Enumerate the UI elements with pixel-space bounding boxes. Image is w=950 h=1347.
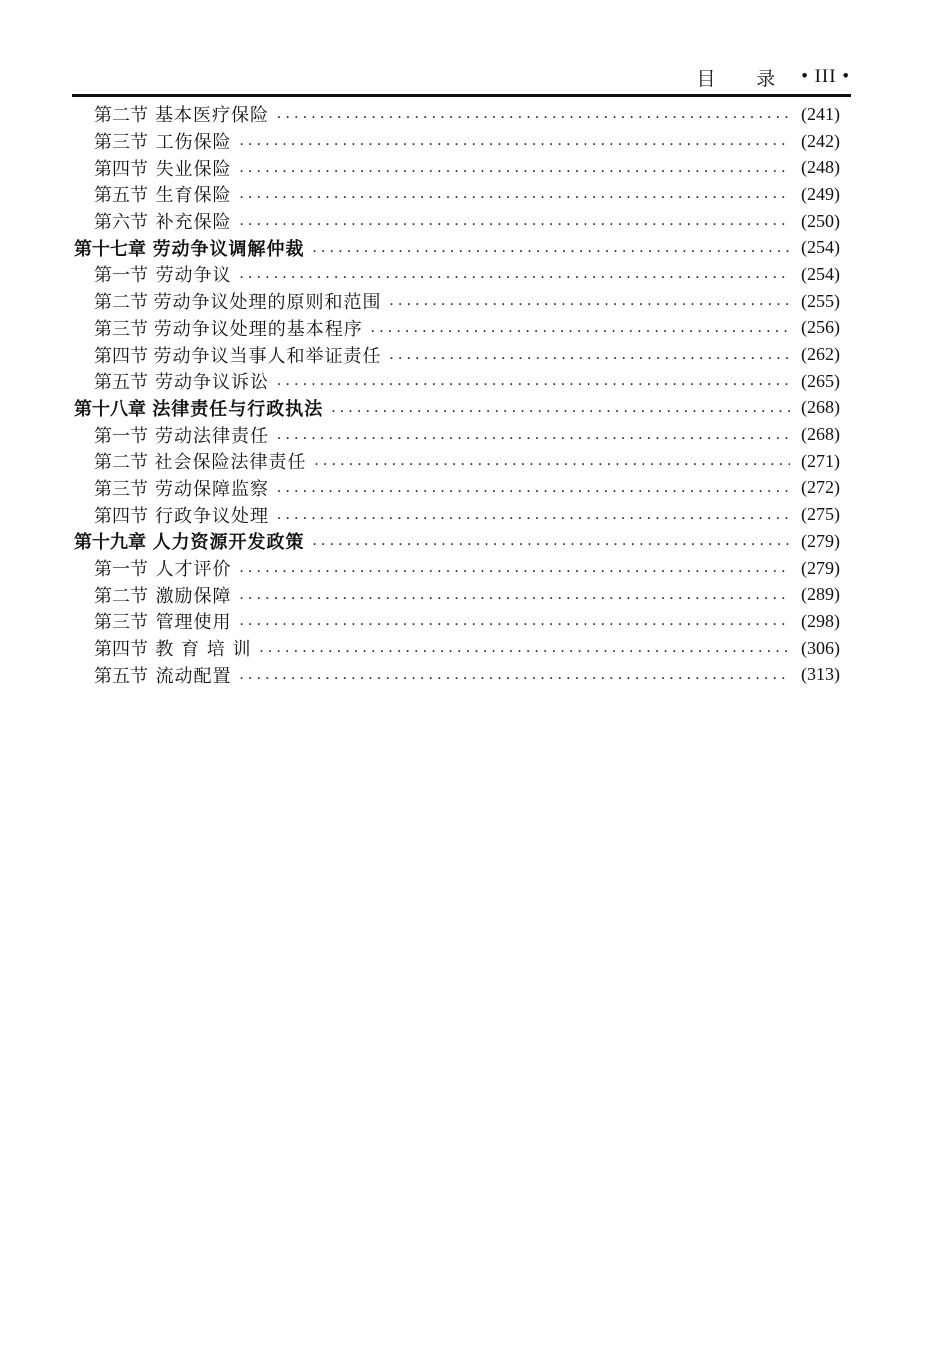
- entry-number: 第一节: [94, 265, 148, 287]
- toc-section-entry[interactable]: [72, 128, 840, 155]
- entry-page-number: (313): [801, 664, 840, 685]
- entry-page-number: (254): [801, 237, 840, 258]
- toc-chapter-entry[interactable]: [72, 528, 840, 555]
- entry-title: 生育保险: [155, 185, 232, 207]
- entry-number: 第四节: [94, 158, 148, 180]
- entry-page-number: (254): [801, 263, 840, 284]
- entry-number: 第五节: [94, 665, 148, 687]
- toc-chapter-entry[interactable]: [72, 234, 840, 261]
- entry-page-number: (279): [801, 557, 840, 578]
- toc-section-entry[interactable]: [72, 261, 840, 288]
- toc-section-entry[interactable]: [72, 208, 840, 235]
- running-header: [72, 62, 850, 92]
- entry-page-number: (248): [801, 157, 840, 178]
- entry-number: 第五节: [94, 185, 148, 207]
- dot-leader: [240, 159, 790, 177]
- toc-section-entry[interactable]: [72, 315, 840, 342]
- dot-leader: [240, 185, 790, 203]
- toc-section-entry[interactable]: [72, 154, 840, 181]
- entry-page-number: (298): [801, 610, 840, 631]
- entry-number: 第三节: [94, 478, 148, 500]
- toc-section-entry[interactable]: [72, 101, 840, 128]
- header-page-number: • III •: [801, 66, 850, 87]
- dot-leader: [390, 346, 791, 364]
- dot-leader: [277, 372, 790, 390]
- toc-section-entry[interactable]: [72, 608, 840, 635]
- toc-section-entry[interactable]: [72, 448, 840, 475]
- entry-title: 法律责任与行政执法: [152, 398, 324, 420]
- entry-page-number: (268): [801, 397, 840, 418]
- entry-title: 劳动争议处理的原则和范围: [153, 292, 382, 314]
- toc-section-entry[interactable]: [72, 661, 840, 688]
- entry-page-number: (289): [801, 584, 840, 605]
- entry-page-number: (256): [801, 317, 840, 338]
- entry-number: 第三节: [94, 612, 148, 634]
- entry-number: 第五节: [94, 372, 148, 394]
- entry-title: 工伤保险: [155, 132, 232, 154]
- entry-title: 流动配置: [155, 665, 232, 687]
- dot-leader: [277, 479, 790, 497]
- toc-section-entry[interactable]: [72, 501, 840, 528]
- entry-title: 劳动保障监察: [155, 478, 270, 500]
- toc-section-entry[interactable]: [72, 421, 840, 448]
- entry-title: 劳动争议处理的基本程序: [153, 318, 363, 340]
- entry-number: 第十九章: [74, 532, 146, 554]
- table-of-contents: [72, 101, 840, 688]
- entry-title: 管理使用: [155, 612, 232, 634]
- entry-page-number: (250): [801, 210, 840, 231]
- dot-leader: [277, 506, 790, 524]
- toc-section-entry[interactable]: [72, 368, 840, 395]
- dot-leader: [240, 265, 790, 283]
- entry-number: 第四节: [94, 639, 148, 661]
- dot-leader: [240, 586, 790, 604]
- toc-chapter-entry[interactable]: [72, 395, 840, 422]
- entry-page-number: (271): [801, 450, 840, 471]
- dot-leader: [313, 239, 790, 257]
- toc-section-entry[interactable]: [72, 475, 840, 502]
- entry-number: 第三节: [94, 132, 148, 154]
- entry-title: 失业保险: [155, 158, 232, 180]
- entry-page-number: (265): [801, 370, 840, 391]
- header-title: 目 录: [696, 68, 794, 90]
- entry-number: 第四节: [94, 345, 148, 367]
- toc-section-entry[interactable]: [72, 181, 840, 208]
- dot-leader: [371, 319, 790, 337]
- dot-leader: [390, 292, 791, 310]
- entry-title: 劳动争议调解仲裁: [152, 238, 305, 260]
- entry-title: 教 育 培 训: [155, 639, 252, 661]
- entry-number: 第一节: [94, 425, 148, 447]
- dot-leader: [315, 452, 790, 470]
- entry-number: 第六节: [94, 212, 148, 234]
- toc-section-entry[interactable]: [72, 288, 840, 315]
- entry-title: 劳动争议当事人和举证责任: [153, 345, 382, 367]
- toc-section-entry[interactable]: [72, 581, 840, 608]
- entry-number: 第二节: [94, 105, 148, 127]
- dot-leader: [240, 559, 790, 577]
- dot-leader: [240, 612, 790, 630]
- entry-number: 第十七章: [74, 238, 146, 260]
- entry-page-number: (306): [801, 637, 840, 658]
- entry-number: 第二节: [94, 585, 148, 607]
- toc-section-entry[interactable]: [72, 635, 840, 662]
- entry-title: 人力资源开发政策: [152, 532, 305, 554]
- dot-leader: [240, 212, 790, 230]
- dot-leader: [240, 666, 790, 684]
- entry-number: 第四节: [94, 505, 148, 527]
- dot-leader: [259, 639, 790, 657]
- entry-number: 第三节: [94, 318, 148, 340]
- entry-page-number: (268): [801, 424, 840, 445]
- entry-page-number: (272): [801, 477, 840, 498]
- entry-number: 第十八章: [74, 398, 146, 420]
- header-rule: [72, 94, 851, 97]
- entry-title: 基本医疗保险: [155, 105, 270, 127]
- dot-leader: [313, 532, 790, 550]
- toc-section-entry[interactable]: [72, 555, 840, 582]
- entry-title: 劳动法律责任: [155, 425, 270, 447]
- entry-title: 劳动争议: [155, 265, 232, 287]
- entry-page-number: (242): [801, 130, 840, 151]
- dot-leader: [331, 399, 790, 417]
- entry-title: 社会保险法律责任: [154, 452, 307, 474]
- dot-leader: [277, 426, 790, 444]
- toc-section-entry[interactable]: [72, 341, 840, 368]
- entry-page-number: (249): [801, 183, 840, 204]
- entry-number: 第一节: [94, 559, 148, 581]
- entry-title: 行政争议处理: [155, 505, 270, 527]
- entry-title: 补充保险: [155, 212, 232, 234]
- entry-page-number: (279): [801, 530, 840, 551]
- entry-page-number: (262): [801, 344, 840, 365]
- entry-number: 第二节: [94, 292, 148, 314]
- entry-page-number: (255): [801, 290, 840, 311]
- entry-number: 第二节: [94, 452, 148, 474]
- entry-title: 人才评价: [155, 559, 232, 581]
- entry-title: 激励保障: [155, 585, 232, 607]
- entry-page-number: (241): [801, 103, 840, 124]
- dot-leader: [240, 132, 790, 150]
- entry-title: 劳动争议诉讼: [155, 372, 270, 394]
- entry-page-number: (275): [801, 504, 840, 525]
- dot-leader: [277, 105, 790, 123]
